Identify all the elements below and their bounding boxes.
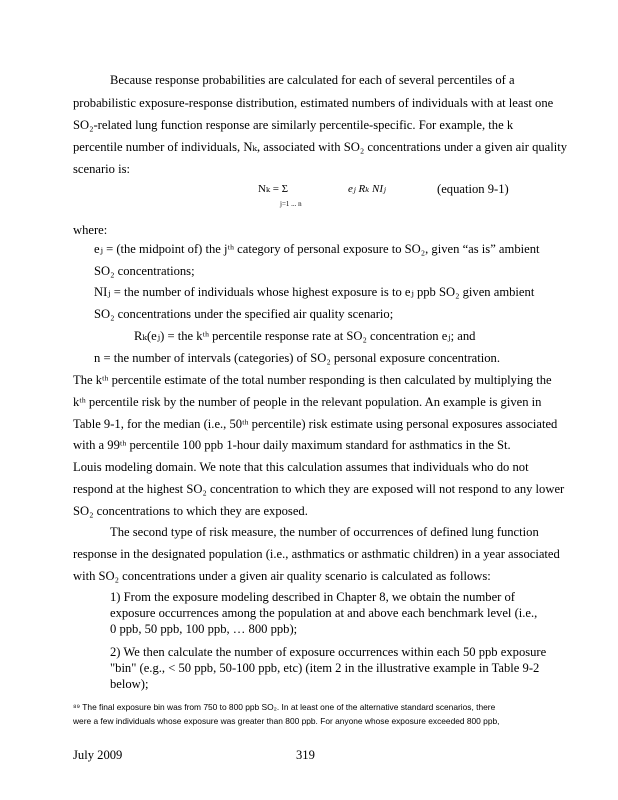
item1-line: 1) From the exposure modeling described in Chapter 8, we obtain the number of	[110, 590, 515, 604]
para3-line: The second type of risk measure, the number of occurrences of defined lung function	[110, 525, 539, 539]
item2-line: 2) We then calculate the number of exposure occurrences within each 50 ppb exposure	[110, 645, 547, 659]
para2-line: Table 9-1, for the median (i.e., 50ᵗʰ percentile) risk estimate using personal exposures associated	[73, 417, 558, 431]
equation-limits: j=1 ... n	[280, 200, 302, 208]
para2-line: SO₂ concentrations to which they are exposed.	[73, 504, 308, 518]
para1-line: Because response probabilities are calculated for each of several percentiles of a	[110, 73, 515, 87]
equation-left: Nₖ = Σ	[258, 183, 289, 195]
definition-line: n = the number of intervals (categories) of SO₂ personal exposure concentration.	[94, 351, 500, 365]
footnote-line: ⁸⁹ The final exposure bin was from 750 to 800 ppb SO₂. In at least one of the alternative standard scenarios, there	[73, 702, 496, 712]
para3-line: with SO₂ concentrations under a given air quality scenario is calculated as follows:	[73, 569, 491, 583]
definition-line: eⱼ = (the midpoint of) the jᵗʰ category of personal exposure to SO₂, given “as is” ambient	[94, 242, 540, 256]
para1-line: scenario is:	[73, 162, 131, 176]
para2-line: The kᵗʰ percentile estimate of the total number responding is then calculated by multiplying the	[73, 373, 552, 387]
definition-line: SO₂ concentrations under the specified air quality scenario;	[94, 307, 394, 321]
item2-line: below);	[110, 677, 149, 691]
definition-line: NIⱼ = the number of individuals whose highest exposure is to eⱼ ppb SO₂ given ambient	[94, 285, 535, 299]
footnote-line: were a few individuals whose exposure was greater than 800 ppb. For anyone whose exposure exceeded 800 ppb,	[73, 716, 500, 726]
para1-line: SO₂-related lung function response are similarly percentile-specific. For example, the k	[73, 118, 514, 132]
where-label: where:	[73, 223, 108, 237]
definition-line: Rₖ(eⱼ) = the kᵗʰ percentile response rate at SO₂ concentration eⱼ; and	[134, 329, 476, 343]
page-number: 319	[296, 748, 315, 762]
item1-line: exposure occurrences among the population at and above each benchmark level (i.e.,	[110, 606, 538, 620]
para2-line: with a 99ᵗʰ percentile 100 ppb 1-hour daily maximum standard for asthmatics in the St.	[73, 438, 511, 452]
item2-line: "bin" (e.g., < 50 ppb, 50-100 ppb, etc) (item 2 in the illustrative example in Table 9-2	[110, 661, 540, 675]
footer-date: July 2009	[73, 748, 123, 762]
equation-label: (equation 9-1)	[437, 182, 509, 196]
para3-line: response in the designated population (i.e., asthmatics or asthmatic children) in a year associated	[73, 547, 560, 561]
para2-line: Louis modeling domain. We note that this calculation assumes that individuals who do not	[73, 460, 529, 474]
equation-right: eⱼ Rₖ NIⱼ	[348, 183, 386, 195]
para1-line: percentile number of individuals, Nₖ, associated with SO₂ concentrations under a given air quality	[73, 140, 568, 154]
para1-line: probabilistic exposure-response distribution, estimated numbers of individuals with at least one	[73, 96, 554, 110]
para2-line: kᵗʰ percentile risk by the number of people in the relevant population. An example is given in	[73, 395, 542, 409]
item1-line: 0 ppb, 50 ppb, 100 ppb, … 800 ppb);	[110, 622, 298, 636]
para2-line: respond at the highest SO₂ concentration to which they are exposed will not respond to any lower	[73, 482, 565, 496]
definition-line: SO₂ concentrations;	[94, 264, 195, 278]
